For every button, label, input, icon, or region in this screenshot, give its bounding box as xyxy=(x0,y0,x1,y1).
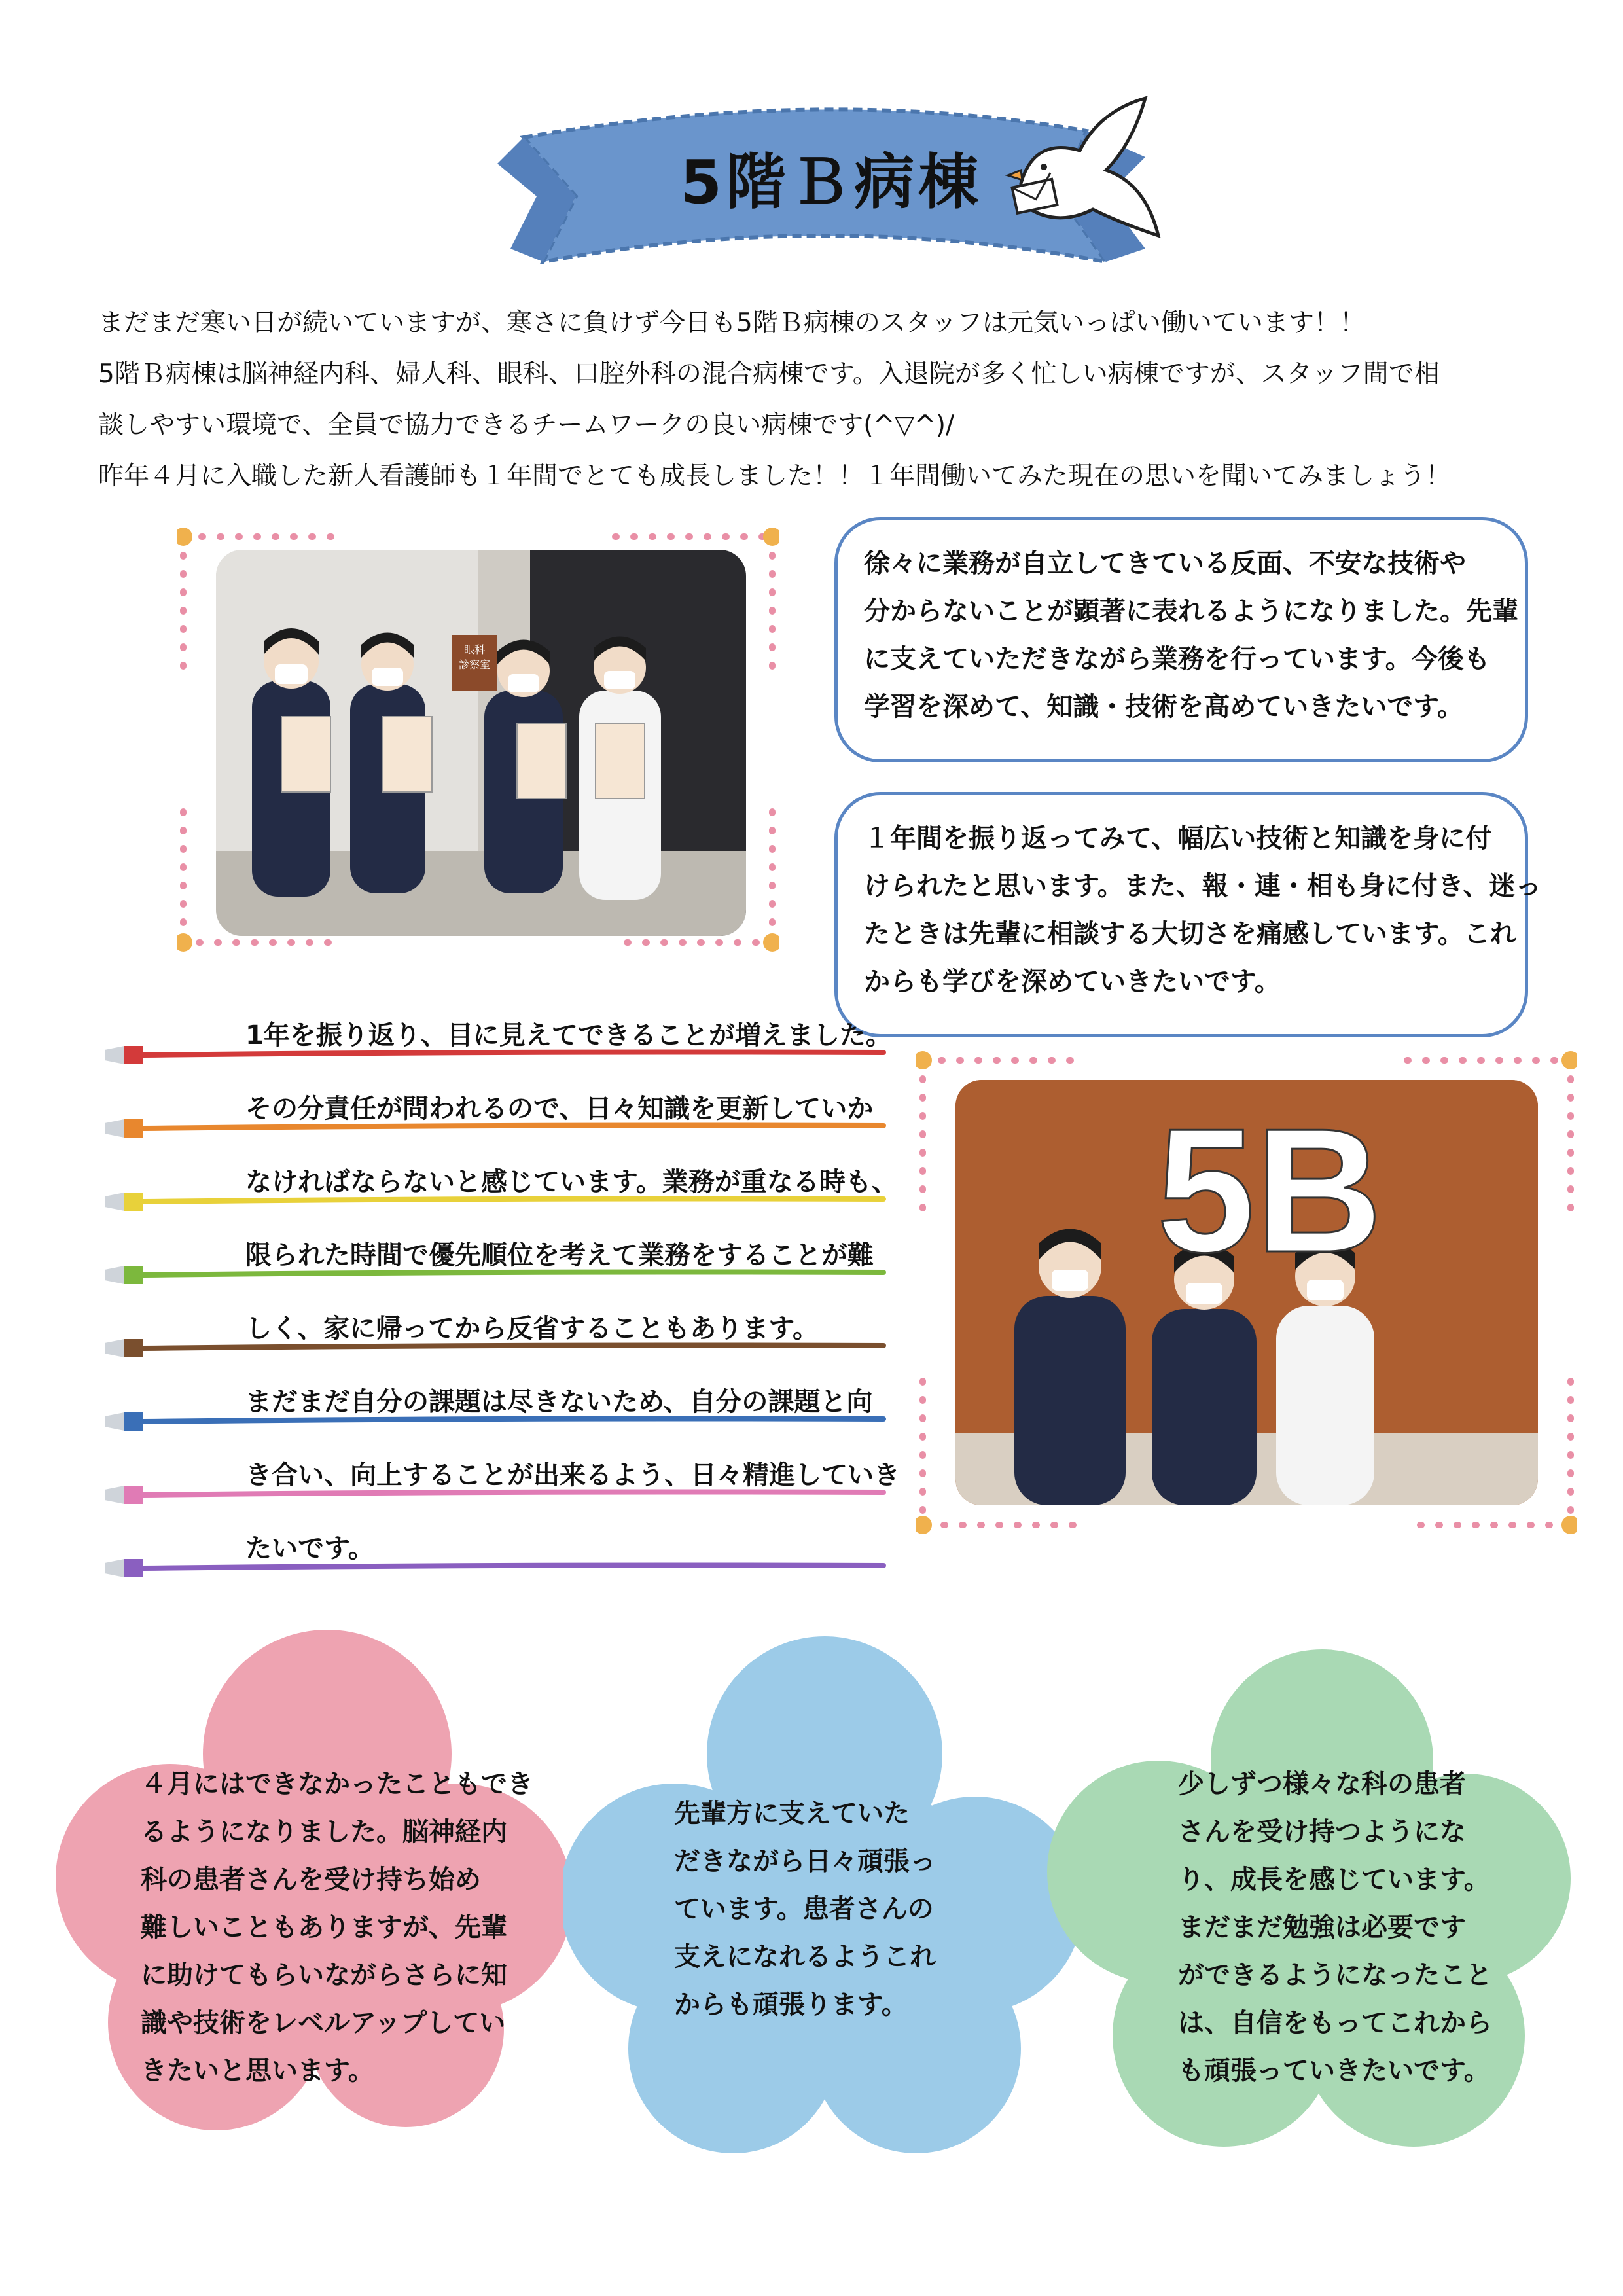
marker-icon xyxy=(105,1119,124,1138)
flower-line: ができるようになったこと xyxy=(1178,1960,1492,1990)
marker-cap xyxy=(124,1339,143,1357)
marker-cap xyxy=(124,1412,143,1431)
notebook-line: まだまだ自分の課題は尽きないため、自分の課題と向 xyxy=(245,1387,873,1417)
flower-line: さんを受け持つようにな xyxy=(1178,1817,1466,1847)
intro-line: 5階Ｂ病棟は脳神経内科、婦人科、眼科、口腔外科の混合病棟です。入退院が多く忙しい病棟ですが、スタッフ間で相 xyxy=(98,359,1440,389)
underline xyxy=(143,1052,883,1056)
underline xyxy=(143,1419,883,1422)
bubble-line: けられたと思います。また、報・連・相も身に付き、迷っ xyxy=(864,871,1542,901)
notebook-line: その分責任が問われるので、日々知識を更新していか xyxy=(245,1094,874,1124)
flower-line: だきながら日々頑張っ xyxy=(674,1846,936,1876)
intro-text xyxy=(98,298,1538,502)
flower-line: ４月にはできなかったこともでき xyxy=(141,1769,533,1799)
dove-icon xyxy=(995,92,1165,255)
flower-line: からも頑張ります。 xyxy=(674,1990,908,2020)
intro-line: 談しやすい環境で、全員で協力できるチームワークの良い病棟です(^▽^)/ xyxy=(98,410,955,440)
door-sign-text: 眼科 xyxy=(463,643,485,656)
page-title: 5階Ｂ病棟 xyxy=(679,147,982,217)
underline xyxy=(143,1272,883,1276)
notebook-line: 1年を振り返り、目に見えてできることが増えました。 xyxy=(245,1020,892,1050)
flower-line: 先輩方に支えていた xyxy=(674,1799,910,1829)
flower-line: 難しいこともありますが、先輩 xyxy=(141,1912,507,1943)
marker-icon xyxy=(105,1559,124,1577)
marker-cap xyxy=(124,1046,143,1064)
notebook-section xyxy=(98,1014,903,1590)
marker-icon xyxy=(105,1266,124,1284)
flower-line: きたいと思います。 xyxy=(141,2056,374,2086)
flower-line: ています。患者さんの xyxy=(674,1894,934,1924)
bubble-line: からも学びを深めていきたいです。 xyxy=(864,967,1281,997)
marker-icon xyxy=(105,1339,124,1357)
marker-icon xyxy=(105,1046,124,1064)
notebook-line: しく、家に帰ってから反省することもあります。 xyxy=(245,1314,819,1344)
marker-cap xyxy=(124,1486,143,1504)
door-sign-text: 診察室 xyxy=(458,658,490,671)
flower-line: も頑張っていきたいです。 xyxy=(1178,2056,1490,2086)
notebook-line: たいです。 xyxy=(245,1534,374,1564)
speech-bubble-2 xyxy=(834,792,1542,1037)
pink-flower-text xyxy=(141,1761,533,2095)
intro-line: 昨年４月に入職した新人看護師も１年間でとても成長しました！！１年間働いてみた現在の思いを聞いてみましょう！ xyxy=(98,461,1452,491)
bubble-line: 学習を深めて、知識・技術を高めていきたいです。 xyxy=(864,692,1463,722)
underline xyxy=(143,1566,883,1569)
bubble-line: 分からないことが顕著に表れるようになりました。先輩 xyxy=(864,596,1518,626)
underline xyxy=(143,1492,883,1496)
flower-line: 科の患者さんを受け持ち始め xyxy=(141,1865,481,1895)
marker-cap xyxy=(124,1266,143,1284)
bubble-line: に支えていただきながら業務を行っています。今後も xyxy=(864,644,1490,674)
bubble-line: １年間を振り返ってみて、幅広い技術と知識を身に付 xyxy=(864,823,1492,853)
staff-photo-2 xyxy=(955,1080,1538,1505)
flower-line: 識や技術をレベルアップしてい xyxy=(141,2008,506,2038)
notebook-line: 限られた時間で優先順位を考えて業務をすることが難 xyxy=(245,1240,874,1270)
blue-flower-text xyxy=(674,1790,936,2029)
speech-bubble-1 xyxy=(834,517,1528,762)
flower-line: 少しずつ様々な科の患者 xyxy=(1178,1769,1466,1799)
flower-line: に助けてもらいながらさらに知 xyxy=(141,1960,507,1990)
intro-line: まだまだ寒い日が続いていますが、寒さに負けず今日も5階Ｂ病棟のスタッフは元気いっぱい働いています！！ xyxy=(98,308,1365,338)
flower-line: は、自信をもってこれから xyxy=(1178,2008,1492,2038)
underline xyxy=(143,1126,883,1129)
flower-line: り、成長を感じています。 xyxy=(1178,1865,1490,1895)
underline xyxy=(143,1199,883,1202)
green-flower-text xyxy=(1178,1761,1492,2095)
marker-icon xyxy=(105,1193,124,1211)
notebook-line: き合い、向上することが出来るよう、日々精進していき xyxy=(245,1460,900,1490)
marker-icon xyxy=(105,1412,124,1431)
notebook-line: なければならないと感じています。業務が重なる時も、 xyxy=(245,1167,898,1197)
staff-photo-1 xyxy=(216,550,746,936)
flower-line: まだまだ勉強は必要です xyxy=(1178,1912,1466,1943)
flower-line: 支えになれるようこれ xyxy=(674,1942,936,1972)
marker-cap xyxy=(124,1119,143,1138)
flower-line: るようになりました。脳神経内 xyxy=(141,1817,507,1847)
marker-cap xyxy=(124,1559,143,1577)
underline xyxy=(143,1346,883,1349)
bubble-line: たときは先輩に相談する大切さを痛感しています。これ xyxy=(864,919,1516,949)
marker-cap xyxy=(124,1193,143,1211)
marker-icon xyxy=(105,1486,124,1504)
wall-sign: 5B xyxy=(1156,1092,1383,1289)
bubble-line: 徐々に業務が自立してきている反面、不安な技術や xyxy=(864,548,1466,579)
